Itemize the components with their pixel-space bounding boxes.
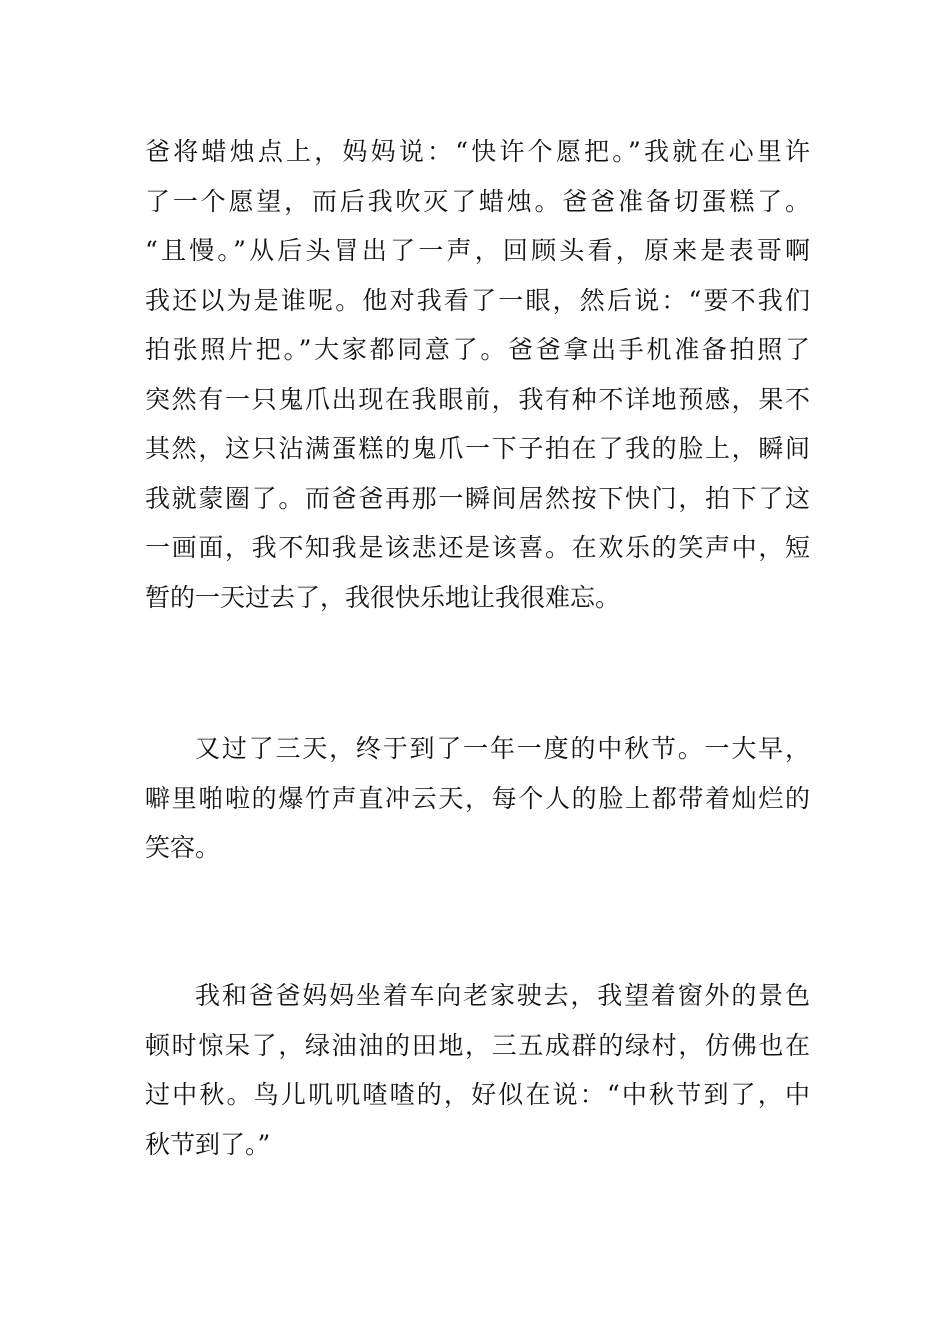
paragraph-line: 笑容。: [145, 833, 221, 862]
paragraph-line: 噼里啪啦的爆竹声直冲云天，每个人的脸上都带着灿烂的: [145, 783, 810, 813]
paragraph-line: 过中秋。鸟儿叽叽喳喳的，好似在说：“中秋节到了，中: [145, 1080, 810, 1109]
paragraph-line: 暂的一天过去了，我很快乐地让我很难忘。: [145, 582, 621, 612]
paragraph-line: 我还以为是谁呢。他对我看了一眼，然后说：“要不我们: [145, 285, 810, 315]
paragraph-line: 顿时惊呆了，绿油油的田地，三五成群的绿村，仿佛也在: [145, 1030, 810, 1060]
paragraph-line: 突然有一只鬼爪出现在我眼前，我有种不详地预感，果不: [145, 384, 810, 414]
paragraph-line: 拍张照片把。”大家都同意了。爸爸拿出手机准备拍照了: [145, 335, 810, 364]
paragraph-line: “且慢。”从后头冒出了一声，回顾头看，原来是表哥啊: [145, 236, 810, 265]
paragraph-line: 爸将蜡烛点上，妈妈说：“快许个愿把。”我就在心里许: [145, 137, 810, 166]
paragraph-line: 又过了三天，终于到了一年一度的中秋节。一大早，: [195, 734, 810, 763]
paragraph-line: 一画面，我不知我是该悲还是该喜。在欢乐的笑声中，短: [145, 533, 810, 562]
paragraph-line: 我就蒙圈了。而爸爸再那一瞬间居然按下快门，拍下了这: [145, 483, 810, 513]
paragraph-1: [145, 127, 810, 622]
paragraph-line: 秋节到了。”: [145, 1129, 271, 1159]
paragraph-3: [145, 971, 810, 1169]
paragraph-line: 了一个愿望，而后我吹灭了蜡烛。爸爸准备切蛋糕了。: [145, 186, 810, 216]
paragraph-line: 我和爸爸妈妈坐着车向老家驶去，我望着窗外的景色: [195, 981, 810, 1010]
paragraph-line: 其然，这只沾满蛋糕的鬼爪一下子拍在了我的脸上，瞬间: [145, 434, 810, 463]
paragraph-2: [145, 724, 810, 873]
